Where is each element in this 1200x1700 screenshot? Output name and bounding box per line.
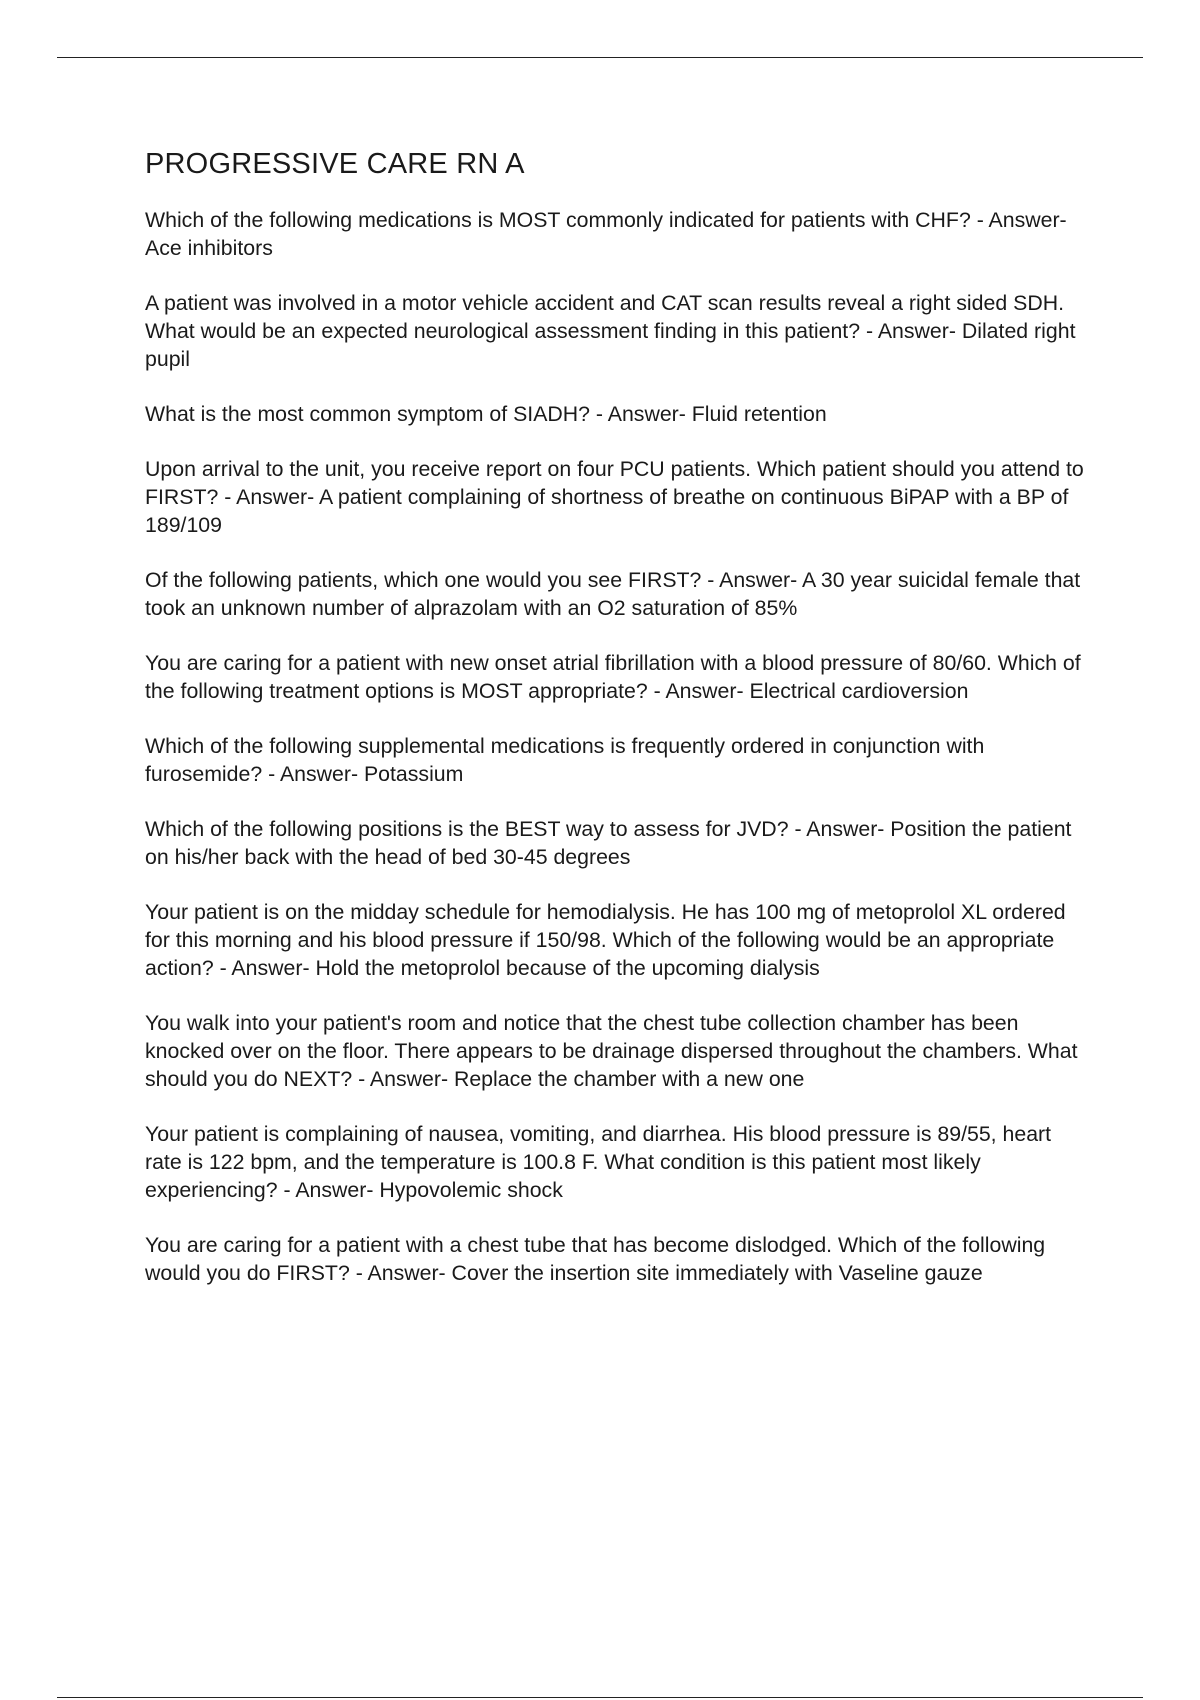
page-title: PROGRESSIVE CARE RN A [145, 148, 525, 180]
top-divider [57, 57, 1143, 58]
qa-item: What is the most common symptom of SIADH? - Answer- Fluid retention [145, 402, 827, 426]
qa-item: Your patient is on the midday schedule for hemodialysis. He has 100 mg of metoprolol XL ordered for this morning and his blood pressure if 150/98. Which of the following would be an appropriate action? - Answer- Hold the metoprolol because of the upcoming dialysis [145, 900, 1066, 980]
qa-item: Which of the following medications is MOST commonly indicated for patients with CHF? - Answer- Ace inhibitors [145, 208, 1067, 260]
qa-item: You are caring for a patient with a chest tube that has become dislodged. Which of the following would you do FIRST? - Answer- Cover the insertion site immediately with Vaseline gauze [145, 1233, 1046, 1285]
qa-item: Of the following patients, which one would you see FIRST? - Answer- A 30 year suicidal female that took an unknown number of alprazolam with an O2 saturation of 85% [145, 568, 1081, 620]
qa-item: A patient was involved in a motor vehicle accident and CAT scan results reveal a right sided SDH. What would be an expected neurological assessment finding in this patient? - Answer- Dilated right pupil [145, 291, 1076, 371]
qa-item: Which of the following supplemental medications is frequently ordered in conjunction with furosemide? - Answer- Potassium [145, 734, 985, 786]
bottom-divider [57, 1697, 1143, 1698]
document-body [145, 146, 1090, 1314]
qa-item: Which of the following positions is the BEST way to assess for JVD? - Answer- Position the patient on his/her back with the head of bed 30-45 degrees [145, 817, 1072, 869]
qa-item: You walk into your patient's room and notice that the chest tube collection chamber has been knocked over on the floor. There appears to be drainage dispersed throughout the chambers. What should you do NEXT? - Answer- Replace the chamber with a new one [145, 1011, 1078, 1091]
qa-item: Your patient is complaining of nausea, vomiting, and diarrhea. His blood pressure is 89/55, heart rate is 122 bpm, and the temperature is 100.8 F. What condition is this patient most likely experiencing? - Answer- Hypovolemic shock [145, 1122, 1052, 1202]
qa-item: Upon arrival to the unit, you receive report on four PCU patients. Which patient should you attend to FIRST? - Answer- A patient complaining of shortness of breathe on continuous BiPAP with a BP of 189/109 [145, 457, 1084, 537]
qa-item: You are caring for a patient with new onset atrial fibrillation with a blood pressure of 80/60. Which of the following treatment options is MOST appropriate? - Answer- Electrical cardioversion [145, 651, 1081, 703]
